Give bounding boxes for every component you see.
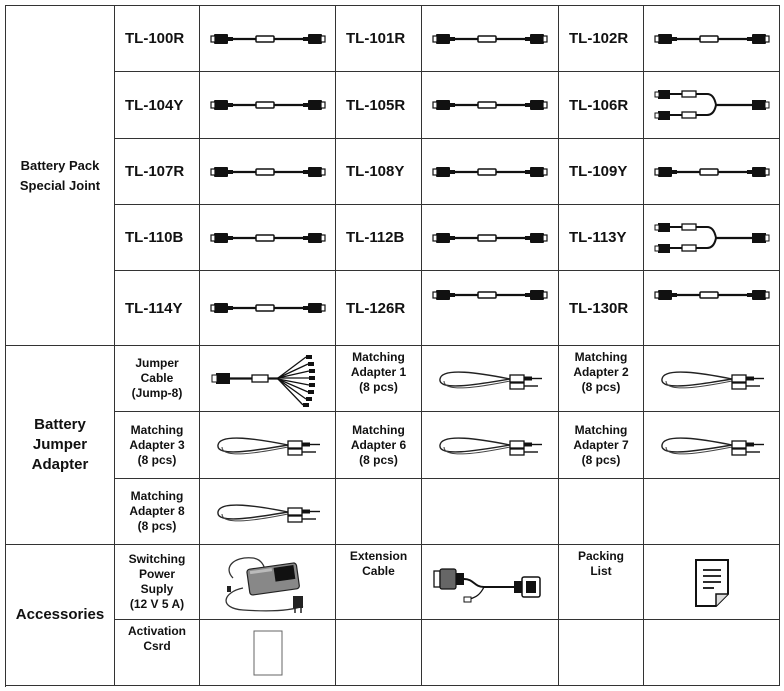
code-label: TL-106R	[559, 72, 644, 139]
loop-cable-icon	[644, 412, 780, 479]
item-label: Switching Power Suply (12 V 5 A)	[115, 545, 200, 620]
item-label: Matching Adapter 2 (8 pcs)	[559, 346, 644, 412]
wire-harness-icon	[200, 346, 336, 412]
code-label: TL-107R	[115, 139, 200, 205]
empty-cell	[336, 620, 422, 686]
loop-cable-icon	[644, 346, 780, 412]
empty-cell	[336, 479, 422, 545]
code-label: TL-110B	[115, 205, 200, 271]
cable-icon	[644, 139, 780, 205]
code-label: TL-100R	[115, 6, 200, 72]
loop-cable-icon	[422, 412, 559, 479]
empty-cell	[422, 620, 559, 686]
loop-cable-icon	[200, 412, 336, 479]
item-label: Matching Adapter 8 (8 pcs)	[115, 479, 200, 545]
empty-cell	[559, 479, 644, 545]
accessories-category: Accessories	[6, 545, 115, 686]
code-label: TL-112B	[336, 205, 422, 271]
code-label: TL-101R	[336, 6, 422, 72]
cable-icon	[422, 72, 559, 139]
item-label: Matching Adapter 1 (8 pcs)	[336, 346, 422, 412]
extension-cable-icon	[422, 545, 559, 620]
code-label: TL-130R	[559, 271, 644, 346]
code-label: TL-113Y	[559, 205, 644, 271]
cable-icon	[200, 72, 336, 139]
cable-icon	[200, 6, 336, 72]
code-label: TL-126R	[336, 271, 422, 346]
code-label: TL-104Y	[115, 72, 200, 139]
cable-icon	[422, 139, 559, 205]
item-label: Extension Cable	[336, 545, 422, 620]
item-label: Matching Adapter 3 (8 pcs)	[115, 412, 200, 479]
code-label: TL-114Y	[115, 271, 200, 346]
code-label: TL-102R	[559, 6, 644, 72]
item-label: Packing List	[559, 545, 644, 620]
cable-icon	[200, 205, 336, 271]
cable-icon	[644, 271, 780, 346]
battery-pack-category: Battery Pack Special Joint	[6, 6, 115, 346]
item-label: Matching Adapter 6 (8 pcs)	[336, 412, 422, 479]
product-grid	[5, 5, 780, 687]
cable-icon	[200, 139, 336, 205]
code-label: TL-108Y	[336, 139, 422, 205]
empty-cell	[644, 479, 780, 545]
cable-icon	[644, 6, 780, 72]
empty-cell	[644, 620, 780, 686]
empty-cell	[559, 620, 644, 686]
empty-cell	[422, 479, 559, 545]
document-icon	[644, 545, 780, 620]
loop-cable-icon	[422, 346, 559, 412]
item-label: Jumper Cable (Jump-8)	[115, 346, 200, 412]
card-icon	[200, 620, 336, 686]
loop-cable-icon	[200, 479, 336, 545]
cable-icon	[422, 6, 559, 72]
item-label: Matching Adapter 7 (8 pcs)	[559, 412, 644, 479]
item-label: Activation Csrd	[115, 620, 200, 686]
split-cable-icon	[644, 205, 780, 271]
split-cable-icon	[644, 72, 780, 139]
cable-icon	[422, 205, 559, 271]
code-label: TL-105R	[336, 72, 422, 139]
cable-icon	[422, 271, 559, 346]
jumper-adapter-category: Battery Jumper Adapter	[6, 346, 115, 545]
cable-icon	[200, 271, 336, 346]
code-label: TL-109Y	[559, 139, 644, 205]
power-supply-icon	[200, 545, 336, 620]
